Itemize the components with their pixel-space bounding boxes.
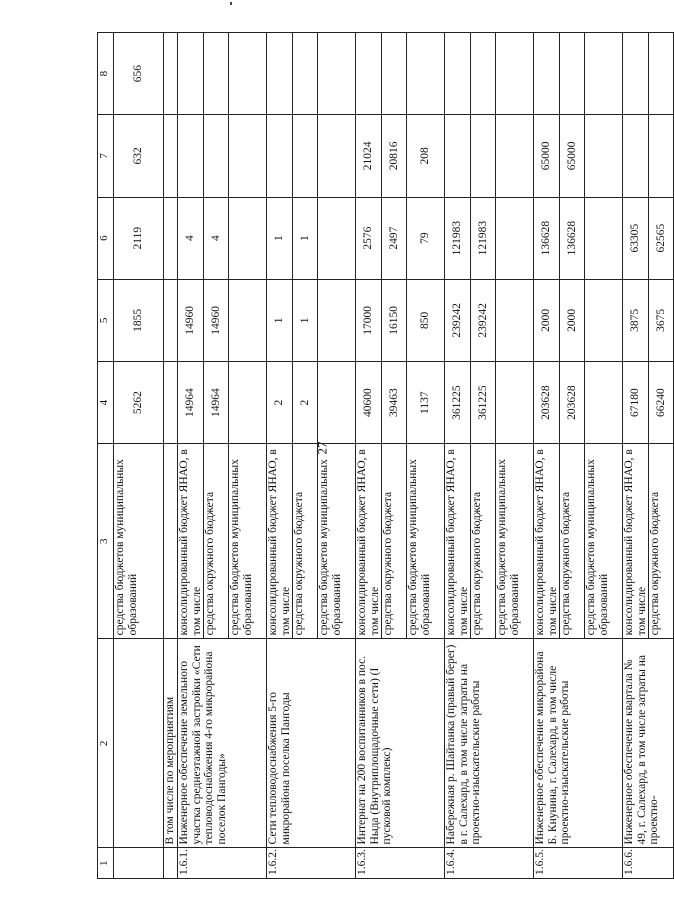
- cell-name: Интернат на 200 воспитанников в пос. Ныда (Внутриплощадочные сети) (I пусковой комплекс): [356, 639, 445, 848]
- table-row: [164, 33, 178, 879]
- cell-value: [318, 279, 356, 361]
- column-header: 6: [98, 197, 114, 279]
- cell-empty: [164, 444, 178, 639]
- cell-value: 67180: [623, 362, 649, 444]
- cell-value: 1: [267, 279, 293, 361]
- cell-value: 65000: [534, 115, 560, 197]
- cell-name: Инженерное обеспечение земельного участка среднеэтажной застройки «Сети тепловодоснабжения 4-го микрорайона поселок Пангоды»: [178, 639, 267, 848]
- cell-value: [318, 33, 356, 115]
- table-row: [534, 33, 560, 879]
- column-header: 7: [98, 115, 114, 197]
- cell-value: [445, 33, 471, 115]
- cell-value: 21024: [356, 115, 382, 197]
- table-row: [623, 33, 649, 879]
- cell-empty: [164, 115, 178, 197]
- table-sheet: [97, 32, 667, 879]
- cell-value: [496, 362, 534, 444]
- cell-value: 39463: [382, 362, 407, 444]
- cell-value: [649, 115, 674, 197]
- cell-value: [496, 115, 534, 197]
- cell-value: [534, 33, 560, 115]
- cell-value: 65000: [560, 115, 585, 197]
- cell-value: [585, 33, 623, 115]
- cell-num: 1.6.5.: [534, 848, 623, 879]
- cell-empty: [164, 362, 178, 444]
- cell-value: [496, 33, 534, 115]
- cell-value: 40600: [356, 362, 382, 444]
- cell-value: [623, 115, 649, 197]
- cell-value: [229, 362, 267, 444]
- table-row: [114, 33, 164, 879]
- cell-source: средства окружного бюджета: [560, 444, 585, 639]
- cell-value: 4: [204, 197, 229, 279]
- cell-value: [293, 115, 318, 197]
- cell-value: [471, 115, 496, 197]
- cell-value: 361225: [471, 362, 496, 444]
- cell-value: 2: [293, 362, 318, 444]
- cell-value: 17000: [356, 279, 382, 361]
- cell-value: [585, 362, 623, 444]
- cell-value: 1: [293, 279, 318, 361]
- cell-value: 136628: [560, 197, 585, 279]
- cell-value: 121983: [445, 197, 471, 279]
- cell-value: 203628: [560, 362, 585, 444]
- cell-value: [471, 33, 496, 115]
- budget-table: [97, 32, 674, 879]
- cell-value: [229, 33, 267, 115]
- cell-value: [649, 33, 674, 115]
- cell-value: 14964: [178, 362, 204, 444]
- cell-source: консолидированный бюджет ЯНАО, в том числе: [356, 444, 382, 639]
- cell-empty: [164, 197, 178, 279]
- cell-empty: [164, 33, 178, 115]
- cell-value: 239242: [471, 279, 496, 361]
- cell-num: 1.6.3.: [356, 848, 445, 879]
- cell-value: 1137: [407, 362, 445, 444]
- cell-value: [229, 197, 267, 279]
- cell-value: 79: [407, 197, 445, 279]
- cell-source: консолидированный бюджет ЯНАО, в том числе: [178, 444, 204, 639]
- cell-empty: [164, 279, 178, 361]
- cell-source: средства окружного бюджета: [382, 444, 407, 639]
- cell-value: [356, 33, 382, 115]
- cell-value: [229, 279, 267, 361]
- column-header: 4: [98, 362, 114, 444]
- cell-value: 4: [178, 197, 204, 279]
- cell-value: [496, 197, 534, 279]
- cell-value: 20816: [382, 115, 407, 197]
- cell-value: [560, 33, 585, 115]
- cell-value: [585, 197, 623, 279]
- cell-value: [318, 197, 356, 279]
- cell-value: 1: [293, 197, 318, 279]
- cell-source: консолидированный бюджет ЯНАО, в том числе: [623, 444, 649, 639]
- column-header: 8: [98, 33, 114, 115]
- cell-value: 2000: [534, 279, 560, 361]
- cell-num: 1.6.2.: [267, 848, 356, 879]
- cell-value: [267, 115, 293, 197]
- cell-value: 62565: [649, 197, 674, 279]
- cell-value: 14960: [178, 279, 204, 361]
- cell-value: 2576: [356, 197, 382, 279]
- cell-value: [585, 115, 623, 197]
- cell-value: 2000: [560, 279, 585, 361]
- cell-value: 14964: [204, 362, 229, 444]
- cell-name: Набережная р. Шайтанка (правый берег) в г. Салехард, в том числе затраты на проектно-изыскательские работы: [445, 639, 534, 848]
- cell-value: [382, 33, 407, 115]
- cell-num: 1.6.4.: [445, 848, 534, 879]
- table-row: [445, 33, 471, 879]
- cell-name: Сети тепловодоснабжения 5-го микрорайона поселка Пангоды: [267, 639, 356, 848]
- cell-value: 5262: [114, 362, 164, 444]
- cell-value: [585, 279, 623, 361]
- column-header: 3: [98, 444, 114, 639]
- cell-value: 121983: [471, 197, 496, 279]
- cell-value: 2497: [382, 197, 407, 279]
- cell-value: [267, 33, 293, 115]
- cell-value: 632: [114, 115, 164, 197]
- cell-value: 656: [114, 33, 164, 115]
- cell-value: 63305: [623, 197, 649, 279]
- cell-value: 239242: [445, 279, 471, 361]
- table-row: [356, 33, 382, 879]
- table-row: [178, 33, 204, 879]
- cell-source: консолидированный бюджет ЯНАО, в том числе: [534, 444, 560, 639]
- cell-source: средства бюджетов муниципальных образований: [496, 444, 534, 639]
- cell-value: [293, 33, 318, 115]
- cell-value: [445, 115, 471, 197]
- rotated-table-container: [97, 32, 667, 879]
- cell-value: 14960: [204, 279, 229, 361]
- cell-source: средства бюджетов муниципальных образований: [229, 444, 267, 639]
- cell-num: 1.6.6.: [623, 848, 674, 879]
- cell-value: [318, 362, 356, 444]
- cell-name: [114, 639, 164, 848]
- cell-value: 2119: [114, 197, 164, 279]
- cell-value: [229, 115, 267, 197]
- cell-value: [178, 115, 204, 197]
- column-header: 2: [98, 639, 114, 848]
- cell-value: 2: [267, 362, 293, 444]
- cell-value: [204, 115, 229, 197]
- column-header: 5: [98, 279, 114, 361]
- cell-source: средства окружного бюджета: [293, 444, 318, 639]
- cell-value: [496, 279, 534, 361]
- scan-mark: [230, 2, 232, 5]
- cell-value: 850: [407, 279, 445, 361]
- cell-source: средства бюджетов муниципальных образований: [114, 444, 164, 639]
- cell-source: средства бюджетов муниципальных образований: [407, 444, 445, 639]
- column-header: 1: [98, 848, 114, 879]
- cell-intro: В том числе по мероприятиям: [164, 639, 178, 848]
- cell-value: 1: [267, 197, 293, 279]
- cell-num: [114, 848, 164, 879]
- cell-value: 66240: [649, 362, 674, 444]
- cell-value: 3675: [649, 279, 674, 361]
- cell-value: [178, 33, 204, 115]
- header-row: [98, 33, 114, 879]
- table-row: [267, 33, 293, 879]
- cell-value: [318, 115, 356, 197]
- cell-value: [204, 33, 229, 115]
- cell-value: 203628: [534, 362, 560, 444]
- cell-value: 1855: [114, 279, 164, 361]
- cell-value: 208: [407, 115, 445, 197]
- cell-name: Инженерное обеспечение микрорайона Б. Кнунина, г. Салехард, в том числе проектно-изыскательские работы: [534, 639, 623, 848]
- cell-value: 361225: [445, 362, 471, 444]
- cell-source: средства окружного бюджета: [471, 444, 496, 639]
- cell-source: консолидированный бюджет ЯНАО, в том числе: [267, 444, 293, 639]
- cell-value: [407, 33, 445, 115]
- cell-value: [623, 33, 649, 115]
- cell-name: Инженерное обеспечение квартала № 49, г. Салехард, в том числе затраты на проектно-: [623, 639, 674, 848]
- cell-source: средства бюджетов муниципальных образований: [318, 444, 356, 639]
- cell-source: средства окружного бюджета: [204, 444, 229, 639]
- page-number: 27: [314, 441, 330, 455]
- cell-source: средства бюджетов муниципальных образований: [585, 444, 623, 639]
- table-body: [98, 33, 674, 879]
- cell-num: 1.6.1.: [178, 848, 267, 879]
- cell-value: 16150: [382, 279, 407, 361]
- cell-num: [164, 848, 178, 879]
- cell-value: 136628: [534, 197, 560, 279]
- cell-value: 3875: [623, 279, 649, 361]
- cell-source: средства окружного бюджета: [649, 444, 674, 639]
- cell-source: консолидированный бюджет ЯНАО, в том числе: [445, 444, 471, 639]
